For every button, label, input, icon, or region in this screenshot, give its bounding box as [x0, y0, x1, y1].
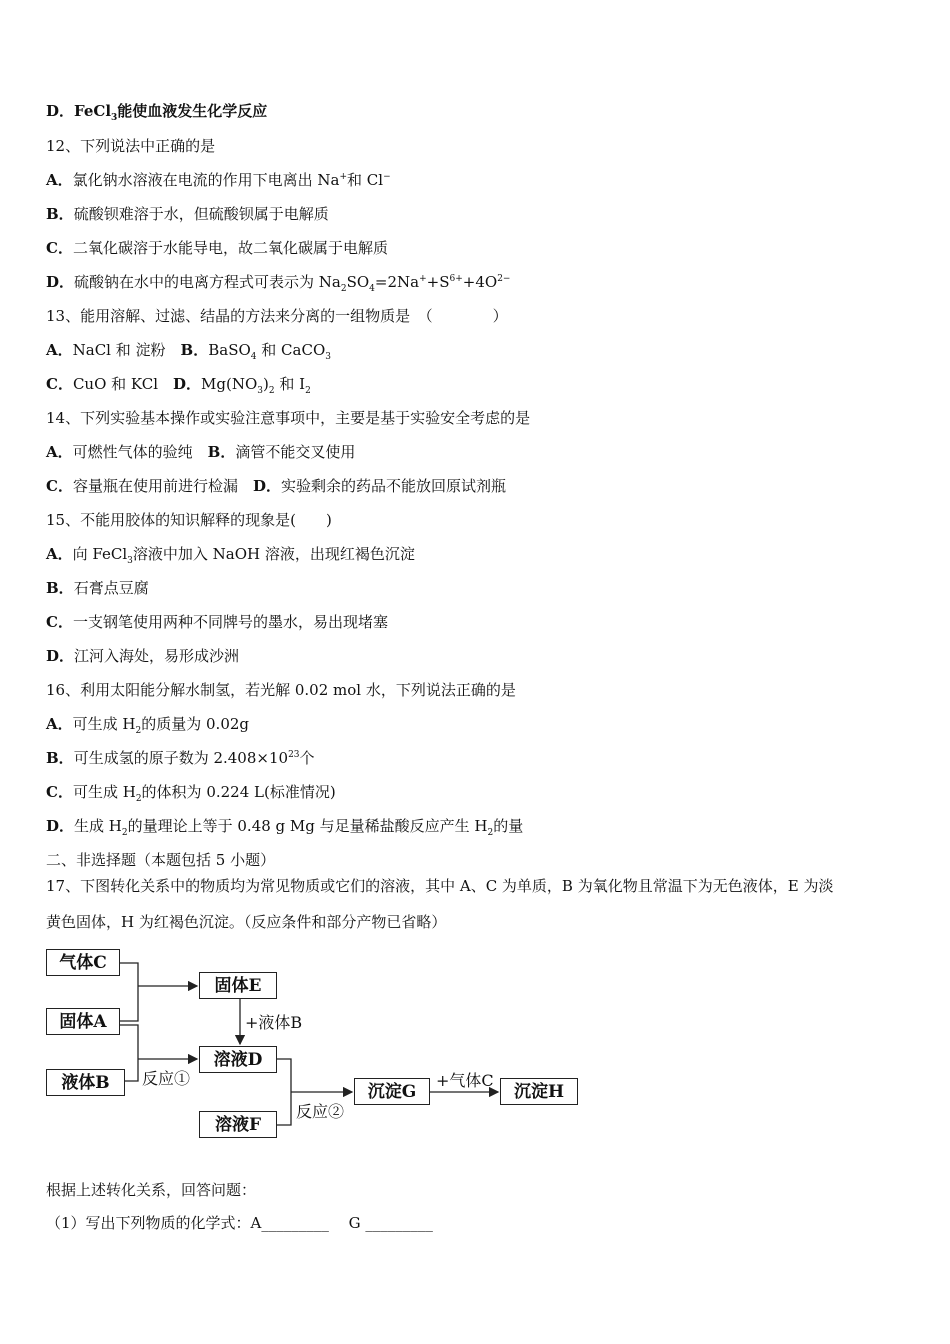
q11-option-d: D．FeCl$_3$能使血液发生化学反应 [46, 102, 268, 123]
q14-options-ab: A．可燃性气体的验纯 B．滴管不能交叉使用 [46, 443, 356, 461]
q12-option-c: C．二氧化碳溶于水能导电，故二氧化碳属于电解质 [46, 239, 388, 257]
node-solid-a: 固体A [46, 1008, 120, 1035]
q15-option-c: C．一支钢笔使用两种不同牌号的墨水，易出现堵塞 [46, 613, 388, 631]
label-plus-liquid-b: +液体B [245, 1013, 303, 1032]
node-liquid-b: 液体B [46, 1069, 125, 1096]
label-reaction-1: 反应① [142, 1069, 191, 1088]
q17-answer-intro: 根据上述转化关系，回答问题： [46, 1181, 257, 1199]
q16-option-c: C．可生成 $H_2$的体积为 0.224 L(标准情况) [46, 783, 336, 804]
q15-option-d: D．江河入海处，易形成沙洲 [46, 647, 240, 665]
q13-options-cd: C．CuO 和 KCl D．$Mg(NO_3)_2$ 和 $I_2$ [46, 375, 311, 396]
q15-option-a: A．向 FeCl$_3$溶液中加入 NaOH 溶液，出现红褐色沉淀 [46, 545, 415, 566]
q16-option-a: A．可生成 $H_2$的质量为 0.02g [46, 715, 250, 736]
node-solution-d: 溶液D [199, 1046, 277, 1073]
q15-stem: 15、不能用胶体的知识解释的现象是( ) [46, 511, 332, 529]
node-gas-c: 气体C [46, 949, 120, 976]
q16-option-b: B．可生成氢的原子数为 $2.408\times 10^{23}$个 [46, 749, 315, 767]
q16-option-d: D．生成 $H_2$的量理论上等于 0.48 g Mg 与足量稀盐酸反应产生 $H_2$的量 [46, 817, 524, 838]
q14-options-cd: C．容量瓶在使用前进行检漏 D．实验剩余的药品不能放回原试剂瓶 [46, 477, 507, 495]
q12-stem: 12、下列说法中正确的是 [46, 137, 216, 155]
q16-stem: 16、利用太阳能分解水制氢，若光解 0.02 mol 水，下列说法正确的是 [46, 681, 516, 699]
q17-stem-line2: 黄色固体，H 为红褐色沉淀。（反应条件和部分产物已省略） [46, 913, 447, 931]
q12-option-a: A．氯化钠水溶液在电流的作用下电离出 Na+和 Cl− [46, 171, 391, 189]
q15-option-b: B．石膏点豆腐 [46, 579, 149, 597]
q13-stem: 13、能用溶解、过滤、结晶的方法来分离的一组物质是 （ ） [46, 307, 508, 325]
node-solution-f: 溶液F [199, 1111, 277, 1138]
node-precipitate-h: 沉淀H [500, 1078, 578, 1105]
q17-stem-line1: 17、下图转化关系中的物质均为常见物质或它们的溶液，其中 A、C 为单质，B 为氧化物且常温下为无色液体，E 为淡 [46, 877, 834, 895]
node-solid-e: 固体E [199, 972, 277, 999]
label-plus-gas-c: +气体C [436, 1071, 494, 1090]
q13-options-ab: A．NaCl 和 淀粉 B．BaSO$_4$ 和 CaCO$_3$ [46, 341, 331, 362]
q17-part-1: （1）写出下列物质的化学式：A_________ G _________ [46, 1214, 433, 1232]
label-reaction-2: 反应② [296, 1102, 345, 1121]
q14-stem: 14、下列实验基本操作或实验注意事项中，主要是基于实验安全考虑的是 [46, 409, 531, 427]
q12-option-b: B．硫酸钡难溶于水，但硫酸钡属于电解质 [46, 205, 329, 223]
q12-option-d: D．硫酸钠在水中的电离方程式可表示为 $Na_2SO_4=2Na^++S^{6+}+4O^{2-}$ [46, 273, 511, 294]
node-precipitate-g: 沉淀G [354, 1078, 430, 1105]
section-2-heading: 二、非选择题（本题包括 5 小题） [46, 851, 276, 869]
